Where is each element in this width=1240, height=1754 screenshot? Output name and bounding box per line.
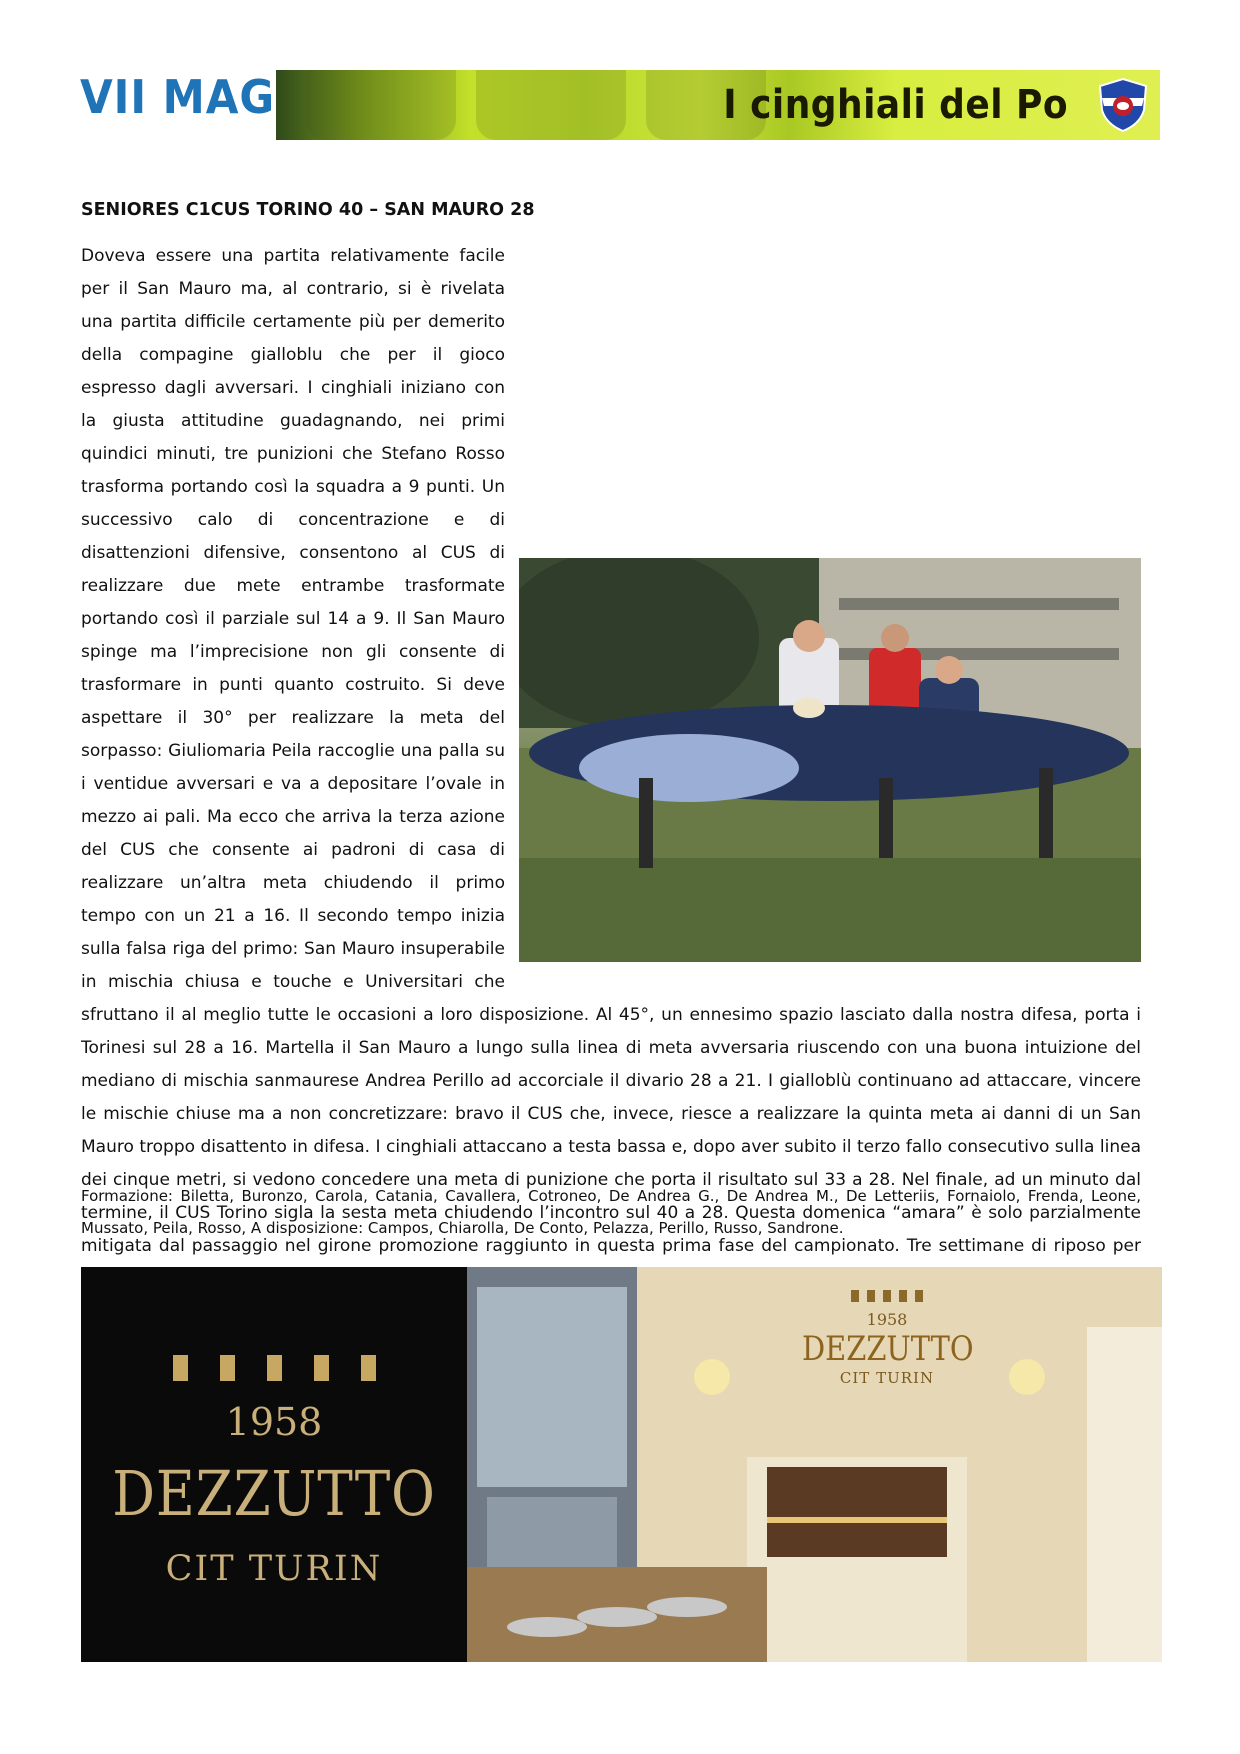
article-paragraph: Doveva essere una partita relativamente facile per il San Mauro ma, al contrario, si è rivelata una partita difficile certamente più per demerito della compagine gialloblu che per il gioco espresso dagli avversari. I cinghiali iniziano con la giusta attitudine guadagnando, nei primi quindici minuti, tre punizioni che Stefano Rosso trasforma portando così la squadra a 9 punti. Un successivo calo di concentrazione e di disattenzioni difensive, consentono al CUS di realizzare due mete entrambe trasformate portando così il parziale sul 14 a 9. Il San Mauro spinge ma l’imprecisione non gli consente di trasformare in punti quanto costruito. Si deve aspettare il 30° per realizzare la meta del sorpasso: Giuliomaria Peila raccoglie una palla su i ventidue avversari e va a depositare l’ovale in mezzo ai pali. Ma ecco che arriva la terza azione del CUS che consente ai padroni di casa di realizzare un’altra meta chiudendo il primo tempo con un 21 a 16. Il secondo tempo inizia sulla falsa riga del primo: San Mauro insuperabile in mischia chiusa e touche e Universitari che sfruttano il al meglio tutte le occasioni a loro disposizione. Al 45°, un ennesimo spazio lasciato dalla nostra difesa, porta i Torinesi sul 28 a 16. Martella il San Mauro a lungo sulla linea di meta avversaria riuscendo con una buona intuizione del mediano di mischia sanmaurese Andrea Perillo ad accorciale il divario 28 a 21. I gialloblù continuano ad attaccare, vincere le mischie chiuse ma a non concretizzare: bravo il CUS che, invece, riesce a realizzare la quinta meta ai danni di un San Mauro troppo disattento in difesa. I cinghiali attaccano a testa bassa e, dopo aver subito il terzo fallo consecutivo sulla linea dei cinque metri, si vedono concedere una meta di punizione che porta il risultato sul 33 a 28. Nel finale, ad un minuto dal termine, il CUS Torino sigla la sesta meta chiudendo l’incontro sul 40 a 28. Questa domenica “amara” è solo parzialmente mitigata dal passaggio nel girone promozione raggiunto in questa prima fase del campionato. Tre settimane di riposo per [81, 246, 1141, 1256]
logo-squares [81, 1355, 467, 1385]
ad-brand: DEZZUTTO [112, 1457, 436, 1530]
rugby-scrum-photo [519, 558, 1141, 962]
sign-squares [787, 1287, 987, 1306]
ad-city: CIT TURIN [165, 1549, 383, 1589]
issue-label: VII MAG [80, 70, 276, 124]
shop-sign [787, 1287, 987, 1387]
dezzutto-ad-logo-panel [81, 1267, 467, 1662]
scrum-illustration [519, 558, 1141, 962]
sign-year: 1958 [866, 1310, 908, 1329]
ad-year: 1958 [225, 1400, 323, 1444]
sign-brand: DEZZUTTO [802, 1329, 974, 1369]
header-banner [276, 70, 1160, 140]
team-formation: Formazione: Biletta, Buronzo, Carola, Catania, Cavallera, Cotroneo, De Andrea G., De Andrea M., De Letteriis, Fornaiolo, Frenda, Leone, Mussato, Peila, Rosso, A disposizione: Campos, Chiarolla, De Conto, Pelazza, Perillo, Russo, Sandrone. [81, 1187, 1141, 1237]
dezzutto-shop-photo [467, 1267, 1162, 1662]
article-body [81, 240, 1141, 1329]
sign-city: CIT TURIN [839, 1369, 935, 1387]
rugby-club-shield-icon [1094, 76, 1152, 134]
banner-title: I cinghiali del Po [723, 82, 1068, 128]
article-headline: SENIORES C1CUS TORINO 40 – SAN MAURO 28 [81, 200, 535, 220]
